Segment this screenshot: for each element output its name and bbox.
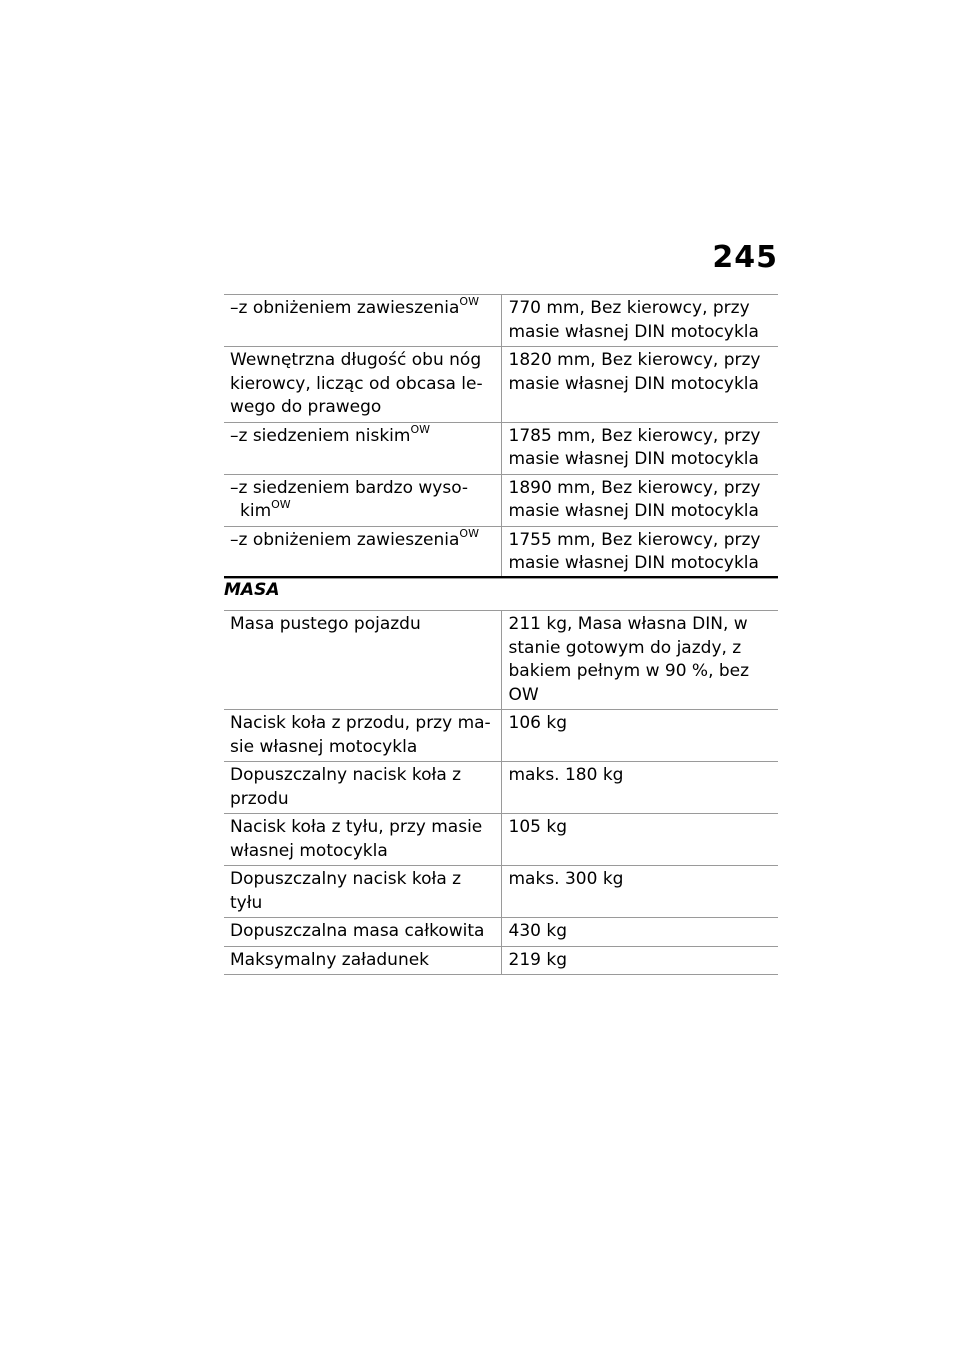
row-label-text: Wewnętrzna długość obu nóg kierowcy, licząc od obcasa le-wego do prawego: [230, 350, 483, 417]
row-value: 1785 mm, Bez kierowcy, przy masie własnej DIN motocykla: [501, 422, 778, 474]
row-label: Dopuszczalny nacisk koła z przodu: [224, 762, 501, 814]
ow-superscript: OW: [459, 526, 479, 540]
row-label-text: –z obniżeniem zawieszenia: [230, 298, 460, 318]
row-label: Maksymalny załadunek: [224, 946, 501, 975]
row-value: maks. 180 kg: [501, 762, 778, 814]
row-value: 1755 mm, Bez kierowcy, przy masie własnej DIN motocykla: [501, 526, 778, 578]
row-value: 219 kg: [501, 946, 778, 975]
row-label: Masa pustego pojazdu: [224, 611, 501, 710]
table-row: [224, 422, 778, 474]
section-divider: [224, 576, 778, 578]
row-label: Dopuszczalny nacisk koła z tyłu: [224, 866, 501, 918]
row-label: [224, 295, 501, 347]
row-value: maks. 300 kg: [501, 866, 778, 918]
table-row: [224, 866, 778, 918]
table-row: [224, 611, 778, 710]
row-label: [224, 422, 501, 474]
row-value: 106 kg: [501, 710, 778, 762]
row-value: 1820 mm, Bez kierowcy, przy masie własnej DIN motocykla: [501, 347, 778, 423]
table-row: [224, 762, 778, 814]
row-label: [224, 347, 501, 423]
row-value: 105 kg: [501, 814, 778, 866]
row-label-text: –z obniżeniem zawieszenia: [230, 529, 460, 550]
row-label: [224, 474, 501, 526]
table-row: [224, 347, 778, 423]
row-label-text: –z siedzeniem bardzo wyso-kim: [230, 477, 469, 521]
row-label: [224, 526, 501, 578]
table-row: [224, 946, 778, 975]
row-value: 430 kg: [501, 918, 778, 947]
table-row: [224, 918, 778, 947]
row-value: 770 mm, Bez kierowcy, przy masie własnej DIN motocykla: [501, 295, 778, 347]
row-value: 1890 mm, Bez kierowcy, przy masie własnej DIN motocykla: [501, 474, 778, 526]
section-title-masa: MASA: [224, 580, 280, 600]
ow-superscript: OW: [271, 498, 291, 511]
row-label-text: –z siedzeniem niskim: [230, 425, 411, 446]
row-value: 211 kg, Masa własna DIN, w stanie gotowym do jazdy, z bakiem pełnym w 90 %, bez OW: [501, 611, 778, 710]
row-label: Dopuszczalna masa całkowita: [224, 918, 501, 947]
row-label: Nacisk koła z tyłu, przy masie własnej motocykla: [224, 814, 501, 866]
table-row: [224, 295, 778, 347]
ow-superscript: OW: [459, 295, 479, 308]
dimensions-table: [224, 294, 778, 579]
row-label: Nacisk koła z przodu, przy ma-sie własnej motocykla: [224, 710, 501, 762]
ow-superscript: OW: [410, 422, 430, 436]
page-number: 245: [712, 240, 778, 275]
table-row: [224, 474, 778, 526]
table-row: [224, 710, 778, 762]
mass-table: [224, 610, 778, 975]
table-row: [224, 526, 778, 578]
table-row: [224, 814, 778, 866]
